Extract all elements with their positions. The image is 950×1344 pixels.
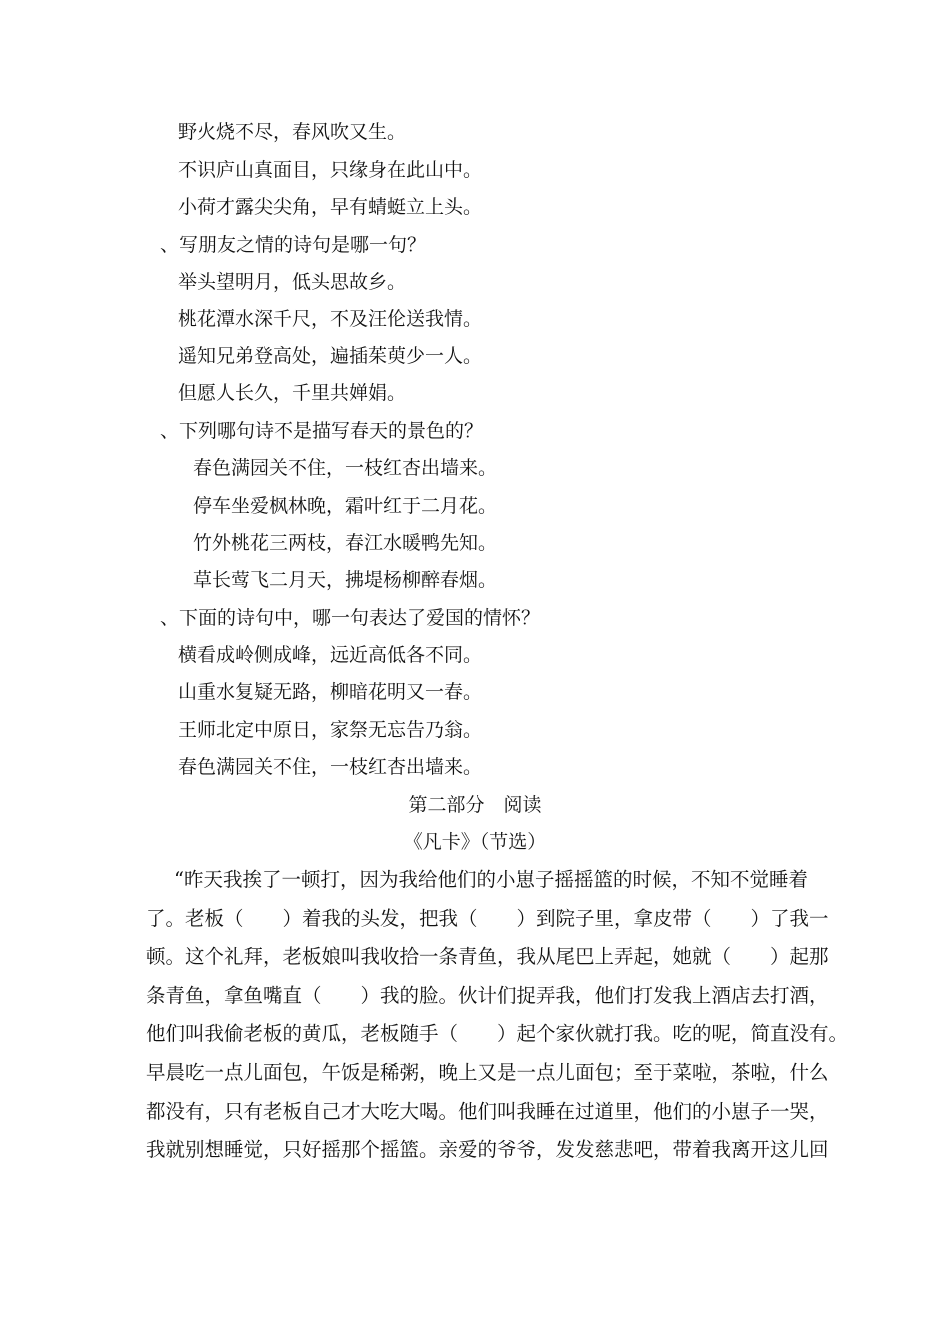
option-line: 横看成岭侧成峰，远近高低各不同。 bbox=[178, 644, 483, 666]
passage-line: 了。老板（ ）着我的头发，把我（ ）到院子里，拿皮带（ ）了我一 bbox=[146, 906, 829, 930]
option-line: 竹外桃花三两枝，春江水暖鸭先知。 bbox=[193, 532, 498, 554]
option-line: 草长莺飞二月天，拂堤杨柳醉春烟。 bbox=[193, 569, 498, 591]
option-line: 野火烧不尽，春风吹又生。 bbox=[178, 121, 407, 143]
option-line: 春色满园关不住，一枝红杏出墙来。 bbox=[193, 457, 498, 479]
section-title: 第二部分 阅读 bbox=[408, 794, 542, 816]
question-stem: 、下面的诗句中，哪一句表达了爱国的情怀？ bbox=[160, 607, 541, 629]
option-line: 遥知兄弟登高处，遍插茱萸少一人。 bbox=[178, 345, 483, 367]
passage-title: 《凡卡》（节选） bbox=[403, 831, 547, 853]
passage-line: 早晨吃一点儿面包，午饭是稀粥，晚上又是一点儿面包；至于菜啦，茶啦，什么 bbox=[146, 1060, 829, 1084]
passage-line: “昨天我挨了一顿打，因为我给他们的小崽子摇摇篮的时候，不知不觉睡着 bbox=[174, 868, 808, 891]
question-stem: 、写朋友之情的诗句是哪一句？ bbox=[160, 234, 427, 256]
option-line: 桃花潭水深千尺，不及汪伦送我情。 bbox=[178, 308, 483, 330]
passage-line: 都没有，只有老板自己才大吃大喝。他们叫我睡在过道里，他们的小崽子一哭， bbox=[146, 1099, 829, 1123]
option-line: 王师北定中原日，家祭无忘告乃翁。 bbox=[178, 719, 483, 741]
option-line: 但愿人长久，千里共婵娟。 bbox=[178, 382, 407, 404]
option-line: 不识庐山真面目，只缘身在此山中。 bbox=[178, 159, 483, 181]
passage-line: 他们叫我偷老板的黄瓜，老板随手（ ）起个家伙就打我。吃的呢，简直没有。 bbox=[146, 1022, 849, 1046]
passage-line: 条青鱼，拿鱼嘴直（ ）我的脸。伙计们捉弄我，他们打发我上酒店去打酒， bbox=[146, 983, 829, 1007]
option-line: 小荷才露尖尖角，早有蜻蜓立上头。 bbox=[178, 196, 483, 218]
passage bbox=[146, 861, 849, 1170]
question-stem: 、下列哪句诗不是描写春天的景色的？ bbox=[160, 420, 484, 442]
option-line: 春色满园关不住，一枝红杏出墙来。 bbox=[178, 756, 483, 778]
passage-line: 我就别想睡觉，只好摇那个摇篮。亲爱的爷爷，发发慈悲吧，带着我离开这儿回 bbox=[146, 1138, 829, 1162]
option-line: 举头望明月，低头思故乡。 bbox=[178, 271, 407, 293]
option-line: 停车坐爱枫林晚，霜叶红于二月花。 bbox=[193, 495, 498, 517]
passage-line: 顿。这个礼拜，老板娘叫我收拾一条青鱼，我从尾巴上弄起，她就（ ）起那 bbox=[146, 945, 829, 969]
option-line: 山重水复疑无路，柳暗花明又一春。 bbox=[178, 681, 483, 703]
